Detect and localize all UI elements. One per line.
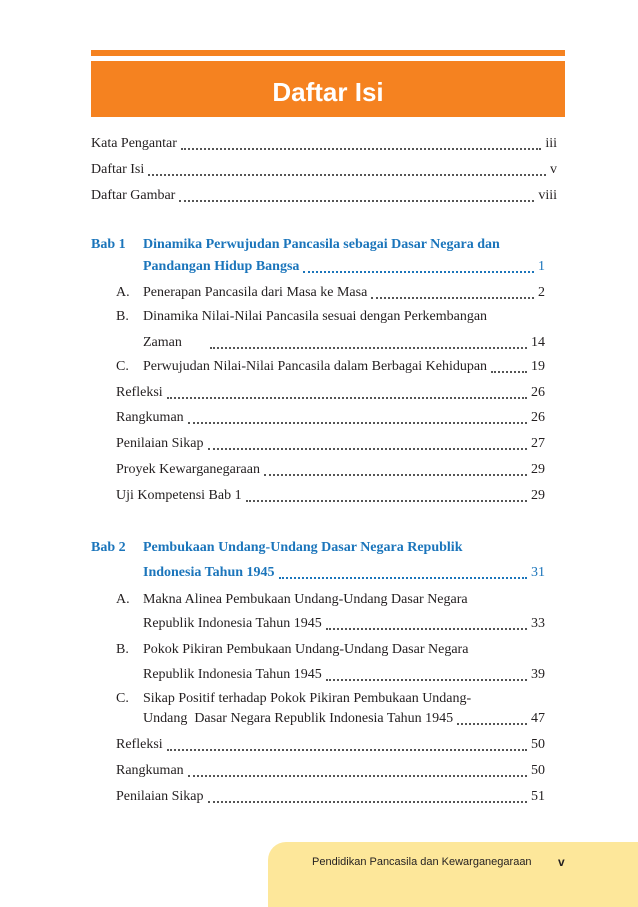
- section-letter: B.: [116, 309, 129, 324]
- leader-dots: [246, 500, 527, 502]
- toc-entry-proyek-1[interactable]: Proyek Kewarganegaraan 29: [116, 462, 545, 477]
- chapter-number: Bab 1: [91, 237, 126, 252]
- leader-dots: [188, 422, 527, 424]
- leader-dots: [148, 174, 546, 176]
- toc-entry-1b[interactable]: Zaman 14: [143, 335, 545, 350]
- toc-entry-bab-2[interactable]: Indonesia Tahun 1945 31: [143, 565, 545, 580]
- toc-entry-uji-kompetensi-1[interactable]: Uji Kompetensi Bab 1 29: [116, 488, 545, 503]
- section-title-line1[interactable]: Sikap Positif terhadap Pokok Pikiran Pembukaan Undang-: [143, 691, 472, 706]
- section-title-line1[interactable]: Dinamika Nilai-Nilai Pancasila sesuai dengan Perkembangan: [143, 309, 488, 324]
- leader-dots: [208, 801, 528, 803]
- leader-dots: [167, 397, 527, 399]
- leader-dots: [457, 723, 527, 725]
- header-accent-bar: [91, 50, 565, 56]
- section-letter: A.: [116, 592, 130, 607]
- leader-dots: [188, 775, 527, 777]
- leader-dots: [491, 371, 527, 373]
- leader-dots: [326, 679, 527, 681]
- leader-dots: [279, 577, 527, 579]
- toc-entry-daftar-gambar[interactable]: Daftar Gambar viii: [91, 188, 557, 203]
- toc-entry-daftar-isi[interactable]: Daftar Isi v: [91, 162, 557, 177]
- chapter-number: Bab 2: [91, 540, 126, 555]
- section-letter: A.: [116, 285, 130, 300]
- section-title-line1[interactable]: Pokok Pikiran Pembukaan Undang-Undang Dasar Negara: [143, 642, 469, 657]
- section-letter: C.: [116, 359, 129, 374]
- section-title-line1[interactable]: Makna Alinea Pembukaan Undang-Undang Dasar Negara: [143, 592, 468, 607]
- footer-book-title: Pendidikan Pancasila dan Kewarganegaraan: [312, 856, 532, 868]
- leader-dots: [210, 347, 527, 349]
- leader-dots: [181, 148, 541, 150]
- toc-entry-kata-pengantar[interactable]: Kata Pengantar iii: [91, 136, 557, 151]
- toc-entry-1a[interactable]: Penerapan Pancasila dari Masa ke Masa 2: [143, 285, 545, 300]
- leader-dots: [371, 297, 534, 299]
- section-letter: B.: [116, 642, 129, 657]
- toc-entry-2c[interactable]: Undang Dasar Negara Republik Indonesia Tahun 1945 47: [143, 711, 545, 726]
- toc-entry-refleksi-1[interactable]: Refleksi 26: [116, 385, 545, 400]
- leader-dots: [326, 628, 527, 630]
- leader-dots: [179, 200, 534, 202]
- toc-entry-2b[interactable]: Republik Indonesia Tahun 1945 39: [143, 667, 545, 682]
- toc-entry-refleksi-2[interactable]: Refleksi 50: [116, 737, 545, 752]
- page-title: Daftar Isi: [272, 76, 384, 107]
- footer-band: [268, 842, 638, 907]
- chapter-title-line1[interactable]: Dinamika Perwujudan Pancasila sebagai Dasar Negara dan: [143, 237, 500, 252]
- toc-entry-rangkuman-2[interactable]: Rangkuman 50: [116, 763, 545, 778]
- toc-entry-1c[interactable]: Perwujudan Nilai-Nilai Pancasila dalam Berbagai Kehidupan 19: [143, 359, 545, 374]
- leader-dots: [264, 474, 527, 476]
- toc-entry-penilaian-sikap-2[interactable]: Penilaian Sikap 51: [116, 789, 545, 804]
- footer-page-number: v: [558, 855, 565, 869]
- leader-dots: [303, 271, 534, 273]
- leader-dots: [167, 749, 527, 751]
- page-header: [91, 61, 565, 117]
- toc-entry-penilaian-sikap-1[interactable]: Penilaian Sikap 27: [116, 436, 545, 451]
- toc-entry-2a[interactable]: Republik Indonesia Tahun 1945 33: [143, 616, 545, 631]
- section-letter: C.: [116, 691, 129, 706]
- leader-dots: [208, 448, 528, 450]
- toc-entry-rangkuman-1[interactable]: Rangkuman 26: [116, 410, 545, 425]
- toc-entry-bab-1[interactable]: Pandangan Hidup Bangsa 1: [143, 259, 545, 274]
- chapter-title-line1[interactable]: Pembukaan Undang-Undang Dasar Negara Republik: [143, 540, 463, 555]
